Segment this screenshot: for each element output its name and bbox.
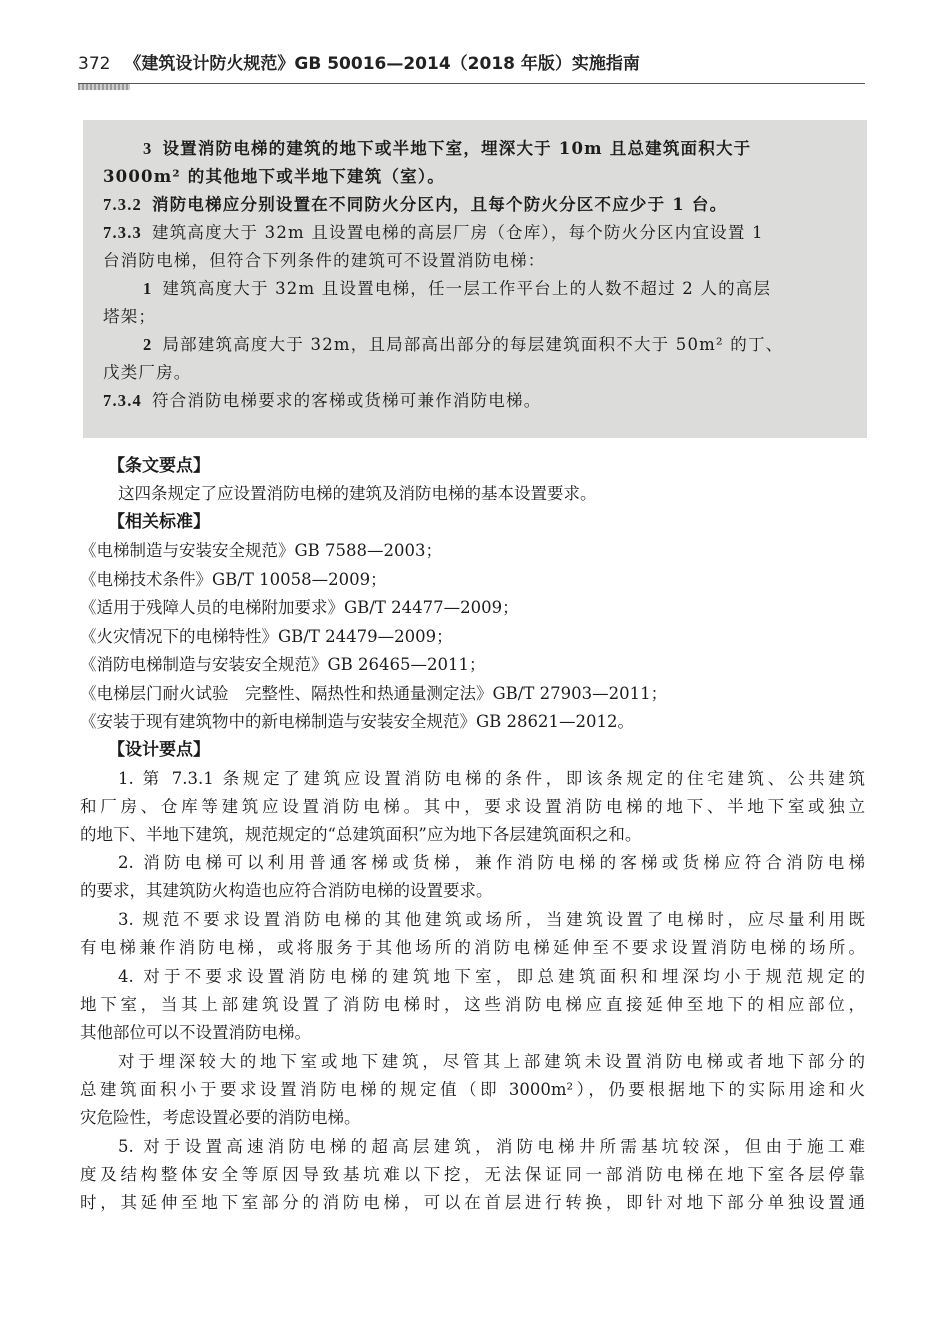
clause-line: 7.3.3 建筑高度大于 32m 且设置电梯的高层厂房（仓库），每个防火分区内宜设置 1 [103,223,764,242]
paragraph-line: 和厂房、仓库等建筑应设置消防电梯。其中，要求设置消防电梯的地下、半地下室或独立 [80,797,865,816]
paragraph-line: 4. 对于不要求设置消防电梯的建筑地下室，即总建筑面积和埋深均小于规范规定的 [118,967,865,986]
paragraph-line: 其他部位可以不设置消防电梯。 [80,1023,311,1042]
paragraph-line: 度及结构整体安全等原因导致基坑难以下挖，无法保证同一部消防电梯在地下室各层停靠 [80,1165,865,1184]
clause-line: 2 局部建筑高度大于 32m，且局部高出部分的每层建筑面积不大于 50m² 的丁、 [143,335,784,354]
header-rule [78,83,865,84]
standard-item: 《火灾情况下的电梯特性》GB/T 24479—2009； [80,627,453,646]
book-title: 《建筑设计防火规范》GB 50016—2014（2018 年版）实施指南 [124,54,640,74]
paragraph-line: 灾危险性，考虑设置必要的消防电梯。 [80,1108,361,1127]
paragraph-line: 1. 第 7.3.1 条规定了建筑应设置消防电梯的条件，即该条规定的住宅建筑、公共建筑 [118,769,865,788]
paragraph-line: 地下室，当其上部建筑设置了消防电梯时，这些消防电梯应直接延伸至地下的相应部位， [80,995,865,1014]
standard-item: 《电梯层门耐火试验 完整性、隔热性和热通量测定法》GB/T 27903—2011； [80,684,668,703]
key-points-heading: 【条文要点】 [108,456,210,476]
clause-line: 台消防电梯，但符合下列条件的建筑可不设置消防电梯： [103,251,546,270]
standard-item: 《电梯制造与安装安全规范》GB 7588—2003； [80,541,443,560]
paragraph-line: 对于埋深较大的地下室或地下建筑，尽管其上部建筑未设置消防电梯或者地下部分的 [118,1052,865,1071]
paragraph-line: 2. 消防电梯可以利用普通客梯或货梯，兼作消防电梯的客梯或货梯应符合消防电梯 [118,853,865,872]
header-decoration [78,84,130,90]
clause-line: 塔架； [103,307,157,326]
clause-line: 戊类厂房。 [103,363,192,382]
clause-line: 7.3.2 消防电梯应分别设置在不同防火分区内，且每个防火分区不应少于 1 台。 [103,195,728,214]
related-standards-heading: 【相关标准】 [108,512,210,532]
paragraph-line: 的地下、半地下建筑，规范规定的“总建筑面积”应为地下各层建筑面积之和。 [80,825,642,844]
standard-item: 《适用于残障人员的电梯附加要求》GB/T 24477—2009； [80,598,519,617]
clause-line: 3000m² 的其他地下或半地下建筑（室）。 [103,167,446,186]
clause-box [83,120,867,438]
clause-line: 1 建筑高度大于 32m 且设置电梯，任一层工作平台上的人数不超过 2 人的高层 [143,279,772,298]
standard-item: 《安装于现有建筑物中的新电梯制造与安装安全规范》GB 28621—2012。 [80,712,635,731]
paragraph-line: 时，其延伸至地下室部分的消防电梯，可以在首层进行转换，即针对地下部分单独设置通 [80,1193,865,1212]
paragraph-line: 的要求，其建筑防火构造也应符合消防电梯的设置要求。 [80,881,493,900]
standard-item: 《消防电梯制造与安装安全规范》GB 26465—2011； [80,655,486,674]
design-points-heading: 【设计要点】 [108,740,210,760]
paragraph-line: 3. 规范不要求设置消防电梯的其他建筑或场所，当建筑设置了电梯时，应尽量利用既 [118,910,865,929]
paragraph-line: 总建筑面积小于要求设置消防电梯的规定值（即 3000m²），仍要根据地下的实际用途和火 [80,1080,865,1099]
running-header [78,44,878,84]
paragraph-line: 有电梯兼作消防电梯，或将服务于其他场所的消防电梯延伸至不要求设置消防电梯的场所。 [80,938,865,957]
key-points-text: 这四条规定了应设置消防电梯的建筑及消防电梯的基本设置要求。 [118,484,597,503]
paragraph-line: 5. 对于设置高速消防电梯的超高层建筑，消防电梯井所需基坑较深，但由于施工难 [118,1137,865,1156]
page-number: 372 [78,54,111,74]
clause-line: 3 设置消防电梯的建筑的地下或半地下室，埋深大于 10m 且总建筑面积大于 [143,139,752,158]
clause-line: 7.3.4 符合消防电梯要求的客梯或货梯可兼作消防电梯。 [103,391,542,410]
standard-item: 《电梯技术条件》GB/T 10058—2009； [80,570,387,589]
